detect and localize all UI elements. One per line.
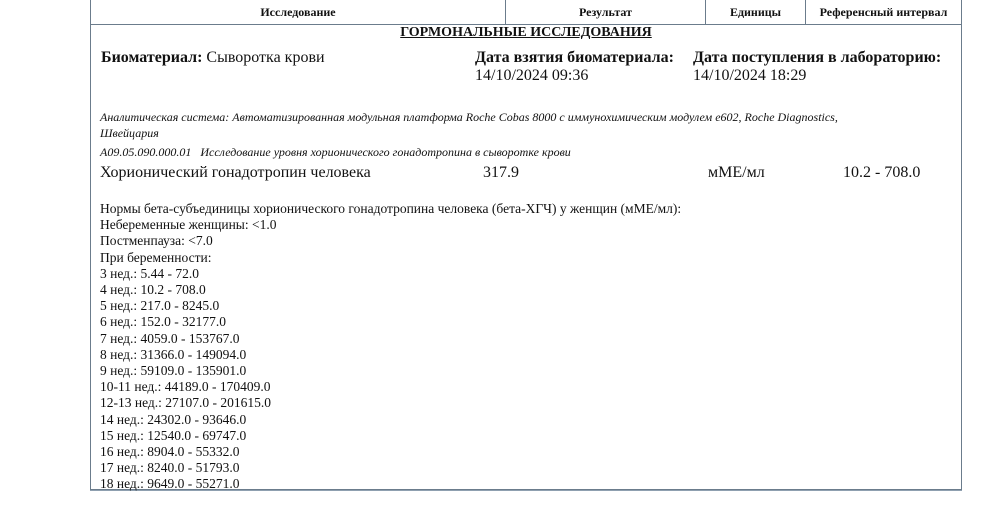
norms-line: 3 нед.: 5.44 - 72.0 [100, 265, 200, 281]
norms-line: 6 нед.: 152.0 - 32177.0 [100, 314, 227, 330]
header-units: Единицы [706, 0, 806, 24]
biomaterial [101, 49, 325, 67]
norms-line: Постменпауза: <7.0 [100, 233, 213, 249]
header-result: Результат [506, 0, 706, 24]
analytic-system-line1: Аналитическая система: Автоматизированная модульная платформа Roche Cobas 8000 с иммунохимическим модулем e602, Roche Diagnostics, [100, 110, 838, 124]
norms-line: 10-11 нед.: 44189.0 - 170409.0 [100, 379, 271, 395]
norms-line: Небеременные женщины: <1.0 [100, 217, 277, 233]
result-name: Хорионический гонадотропин человека [100, 164, 371, 181]
analytic-system-line2: Швейцария [100, 126, 159, 140]
norms-line: При беременности: [100, 249, 212, 265]
lab-date-value: 14/10/2024 18:29 [693, 67, 807, 84]
norms-line: 14 нед.: 24302.0 - 93646.0 [100, 411, 247, 427]
sample-date-label: Дата взятия биоматериала: [475, 49, 674, 66]
norms-line: Нормы бета-субъединицы хорионического гонадотропина человека (бета-ХГЧ) у женщин (мМЕ/мл): [100, 201, 682, 216]
sample-date-value: 14/10/2024 09:36 [475, 67, 589, 84]
norms-line: 4 нед.: 10.2 - 708.0 [100, 282, 206, 298]
norms-line: 5 нед.: 217.0 - 8245.0 [100, 298, 220, 314]
header-study: Исследование [91, 0, 506, 24]
test-code-line [100, 145, 571, 160]
lab-date [693, 49, 941, 85]
test-description: Исследование уровня хорионического гонадотропина в сыворотке крови [200, 145, 571, 159]
norms-line: 12-13 нед.: 27107.0 - 201615.0 [100, 395, 272, 411]
result-units: мМЕ/мл [708, 164, 765, 181]
norms-line: 7 нед.: 4059.0 - 153767.0 [100, 330, 240, 346]
norms-line: 8 нед.: 31366.0 - 149094.0 [100, 346, 247, 362]
norms-line: 9 нед.: 59109.0 - 135901.0 [100, 363, 247, 379]
section-title: ГОРМОНАЛЬНЫЕ ИССЛЕДОВАНИЯ [400, 25, 652, 40]
header-reference: Референсный интервал [819, 5, 948, 19]
result-value: 317.9 [483, 164, 519, 181]
norms-line: 15 нед.: 12540.0 - 69747.0 [100, 427, 247, 443]
norms-line: 17 нед.: 8240.0 - 51793.0 [100, 460, 240, 476]
table-header [91, 0, 961, 25]
sample-date [475, 49, 674, 85]
norms-line: 16 нед.: 8904.0 - 55332.0 [100, 444, 240, 460]
norms-list [100, 201, 681, 493]
test-code: A09.05.090.000.01 [100, 145, 192, 159]
biomaterial-label: Биоматериал: [101, 49, 203, 66]
lab-date-label: Дата поступления в лабораторию: [693, 49, 942, 66]
results-table [90, 0, 962, 490]
result-reference: 10.2 - 708.0 [843, 164, 921, 181]
norms-line: 18 нед.: 9649.0 - 55271.0 [100, 476, 240, 492]
biomaterial-value: Сыворотка крови [206, 49, 325, 66]
